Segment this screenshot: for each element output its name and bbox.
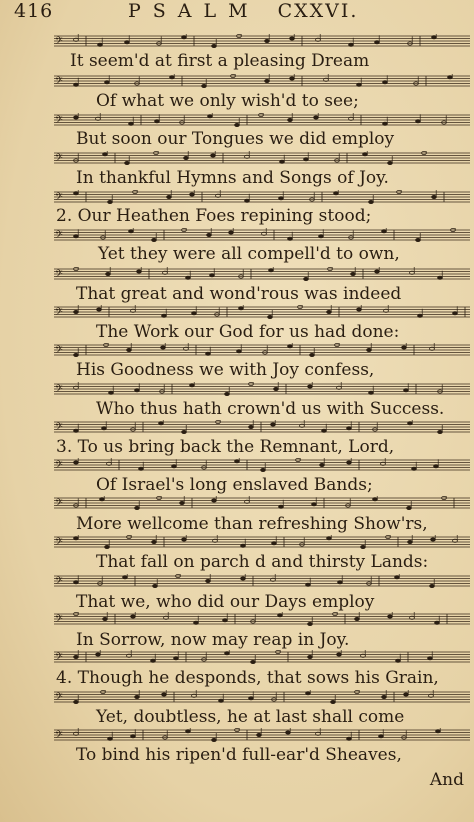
clef-mark: 𝄢 [55,306,63,319]
note-head [304,158,309,161]
music-staff [52,113,472,127]
note-head [357,308,362,311]
clef-mark: 𝄢 [55,152,63,165]
page-header [0,0,474,26]
note-head [261,468,266,471]
staff-row [52,151,472,164]
note-head [125,161,130,164]
note-head [137,270,142,273]
note-head [106,272,111,275]
note-head [74,310,79,313]
note-head [202,84,207,87]
note-head [271,423,276,426]
note-head [363,153,368,156]
music-staff [52,728,472,742]
note-head [347,427,352,430]
note-head [135,695,140,698]
note-head [152,238,157,241]
note-head [310,353,315,356]
note-head [241,544,246,547]
staff-row [52,34,472,47]
note-head [184,156,189,159]
note-head [129,122,134,125]
music-staff [52,612,472,626]
note-head [105,81,110,84]
note-head [320,463,325,466]
lyric-line: Who thus hath crown'd us with Success. [96,399,445,419]
note-head [361,545,366,548]
note-head [210,274,215,277]
note-head [212,44,217,47]
clef-mark: 𝄢 [55,613,63,626]
note-head [404,693,409,696]
note-head [207,233,212,236]
note-head [74,429,79,432]
music-staff [52,190,472,204]
note-head [436,730,441,733]
note-head [74,537,79,540]
music-staff [52,458,472,472]
note-head [407,506,412,509]
note-head [412,467,417,470]
note-head [279,505,284,508]
note-head [151,659,156,662]
note-head [229,231,234,234]
lyric-line: That fall on parch d and thirsty Lands: [96,552,429,572]
note-head [347,461,352,464]
clef-mark: 𝄢 [55,575,63,588]
staff-row [52,74,472,87]
staff-row [52,574,472,587]
music-staff [52,420,472,434]
page-number: 416 [14,0,54,22]
note-head [395,576,400,579]
note-head [249,425,254,428]
note-head [265,39,270,42]
note-head [109,391,114,394]
note-head [123,576,128,579]
note-head [239,307,244,310]
clef-mark: 𝄢 [55,75,63,88]
note-head [338,581,343,584]
note-head [396,659,401,662]
note-head [290,37,295,40]
psalm-number: CXXVI. [277,0,359,22]
note-head [186,730,191,733]
lyric-line: In thankful Hymns and Songs of Joy. [76,168,389,188]
note-head [453,312,458,315]
note-head [331,700,336,703]
note-head [272,542,277,545]
lyric-line: Of Israel's long enslaved Bands; [96,475,373,495]
note-head [162,693,167,696]
note-head [74,461,79,464]
note-head [74,353,79,356]
note-head [245,199,250,202]
staff-row [52,496,472,509]
note-head [102,427,107,430]
note-head [237,350,242,353]
psalm-title: PSALM [128,0,260,22]
lyric-line: 3. To us bring back the Remnant, Lord, [56,437,395,457]
note-head [167,195,172,198]
note-head [212,499,217,502]
clef-mark: 𝄢 [55,651,63,664]
lyric-line: 2. Our Heathen Foes repining stood; [56,206,372,226]
staff-row [52,650,472,663]
note-head [74,235,79,238]
note-head [180,501,185,504]
note-head [206,352,211,355]
music-staff [52,305,472,319]
lyric-line: The Work our God for us had done: [96,322,400,342]
note-head [194,621,199,624]
note-head [159,422,164,425]
note-head [357,83,362,86]
lyric-line: It seem'd at first a pleasing Dream [70,51,370,71]
lyric-line: In Sorrow, now may reap in Joy. [76,630,350,650]
note-head [327,310,332,313]
note-head [74,581,79,584]
note-head [432,36,437,39]
note-head [129,230,134,233]
note-head [108,737,113,740]
note-head [251,660,256,663]
note-head [279,197,284,200]
note-head [312,503,317,506]
note-head [334,192,339,195]
clef-mark: 𝄢 [55,691,63,704]
music-staff [52,228,472,242]
lyric-line: 4. Though he desponds, that sows his Grain, [56,668,439,688]
note-head [314,116,319,119]
note-head [74,700,79,703]
note-head [430,584,435,587]
clef-mark: 𝄢 [55,268,63,281]
note-head [219,699,224,702]
note-head [182,538,187,541]
note-head [432,195,437,198]
catchword: And [429,770,464,790]
music-staff [52,496,472,510]
music-staff [52,151,472,165]
music-staff [52,650,472,664]
note-head [435,621,440,624]
music-staff [52,382,472,396]
clef-mark: 𝄢 [55,536,63,549]
note-head [269,269,274,272]
note-head [103,617,108,620]
note-head [268,315,273,318]
note-head [74,655,79,658]
note-head [174,657,179,660]
note-head [288,237,293,240]
clef-mark: 𝄢 [55,459,63,472]
staff-row [52,728,472,741]
staff-row [52,267,472,280]
note-head [347,737,352,740]
staff-row [52,420,472,433]
lyric-line: But soon our Tongues we did employ [76,129,395,149]
note-head [235,460,240,463]
note-head [308,655,313,658]
staff-row [52,113,472,126]
note-head [428,657,433,660]
note-head [379,735,384,738]
note-head [131,735,136,738]
note-head [98,43,103,46]
note-head [351,272,356,275]
note-head [182,430,187,433]
clef-mark: 𝄢 [55,421,63,434]
note-head [135,506,140,509]
note-head [96,653,101,656]
lyric-line: Of what we only wish'd to see; [96,91,359,111]
running-head [128,0,358,22]
music-staff [52,74,472,88]
lyric-line: More wellcome than refreshing Show'rs, [76,514,428,534]
note-head [288,118,293,121]
note-head [431,538,436,541]
staff-row [52,535,472,548]
note-head [304,277,309,280]
note-head [337,653,342,656]
clef-mark: 𝄢 [55,191,63,204]
note-head [249,697,254,700]
note-head [434,465,439,468]
note-head [170,76,175,79]
clef-mark: 𝄢 [55,344,63,357]
note-head [235,123,240,126]
note-head [139,467,144,470]
note-head [286,731,291,734]
note-head [388,615,393,618]
note-head [105,545,110,548]
note-head [306,583,311,586]
note-head [161,346,166,349]
music-staff [52,690,472,704]
lyric-line: His Goodness we with Joy confess, [76,360,375,380]
note-head [74,192,79,195]
note-head [408,540,413,543]
lyric-line: That great and wond'rous was indeed [76,284,402,304]
lyric-line: That we, who did our Days employ [76,592,375,612]
note-head [438,276,443,279]
clef-mark: 𝄢 [55,729,63,742]
music-staff [52,34,472,48]
lyric-line: Yet they were all compell'd to own, [98,244,400,264]
note-head [153,584,158,587]
note-head [290,77,295,80]
note-head [155,120,160,123]
note-head [288,345,293,348]
staff-row [52,190,472,203]
note-head [375,270,380,273]
note-head [125,41,130,44]
note-head [108,200,113,203]
note-head [190,193,195,196]
note-head [349,43,354,46]
music-staff [52,574,472,588]
lyric-line: To bind his ripen'd full-ear'd Sheaves, [76,745,402,765]
note-head [74,83,79,86]
note-head [373,498,378,501]
note-head [100,498,105,501]
note-head [103,153,108,156]
note-head [212,738,217,741]
note-head [274,387,279,390]
note-head [74,116,79,119]
note-head [416,238,421,241]
music-staff [52,535,472,549]
note-head [186,276,191,279]
clef-mark: 𝄢 [55,383,63,396]
note-head [408,422,413,425]
note-head [382,695,387,698]
note-head [162,314,167,317]
note-head [182,36,187,39]
note-head [308,385,313,388]
clef-mark: 𝄢 [55,229,63,242]
note-head [278,614,283,617]
note-head [190,384,195,387]
note-head [131,615,136,618]
staff-row [52,382,472,395]
note-head [211,154,216,157]
note-head [319,235,324,238]
note-head [416,120,421,123]
clef-mark: 𝄢 [55,114,63,127]
note-head [206,579,211,582]
note-head [369,391,374,394]
note-head [223,619,228,622]
note-head [192,312,197,315]
note-head [383,81,388,84]
note-head [383,122,388,125]
note-head [152,540,157,543]
note-head [225,392,230,395]
note-head [265,79,270,82]
note-head [418,314,423,317]
note-head [208,115,213,118]
staff-row [52,690,472,703]
music-staff [52,343,472,357]
note-head [369,200,374,203]
clef-mark: 𝄢 [55,35,63,48]
staff-row [52,343,472,356]
note-head [308,622,313,625]
note-head [225,652,230,655]
note-head [404,389,409,392]
note-head [367,348,372,351]
note-head [355,617,360,620]
music-staff [52,267,472,281]
note-head [402,346,407,349]
staff-row [52,612,472,625]
note-head [257,733,262,736]
note-head [172,465,177,468]
note-head [388,161,393,164]
note-head [280,160,285,163]
lyric-line: Yet, doubtless, he at last shall come [96,707,405,727]
note-head [97,308,102,311]
note-head [375,41,380,44]
note-head [306,692,311,695]
note-head [382,230,387,233]
note-head [322,429,327,432]
clef-mark: 𝄢 [55,497,63,510]
note-head [135,389,140,392]
staff-row [52,458,472,471]
note-head [241,577,246,580]
note-head [438,430,443,433]
note-head [127,348,132,351]
note-head [327,537,332,540]
staff-row [52,305,472,318]
staff-row [52,228,472,241]
note-head [448,76,453,79]
